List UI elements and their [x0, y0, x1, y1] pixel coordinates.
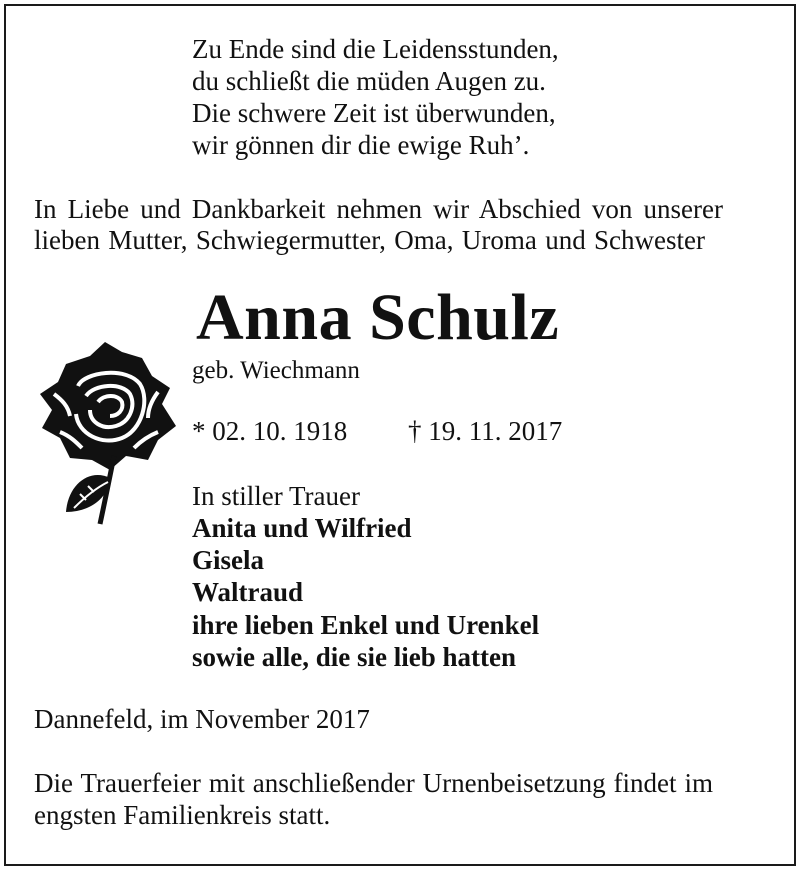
mourner-name: sowie alle, die sie lieb hatten: [192, 642, 516, 672]
mourner-name: Waltraud: [192, 577, 304, 607]
poem: [192, 33, 559, 161]
intro-line-1: In Liebe und Dankbarkeit nehmen wir Abschied von unserer: [34, 194, 724, 224]
mourning-heading: In stiller Trauer: [192, 481, 360, 511]
deceased-name: Anna Schulz: [196, 281, 560, 354]
mourner-name: ihre lieben Enkel und Urenkel: [192, 610, 540, 640]
life-dates: [192, 415, 562, 447]
poem-line: Zu Ende sind die Leidensstunden,: [192, 34, 559, 64]
birth-date: * 02. 10. 1918: [192, 416, 348, 446]
funeral-line-2: engsten Familienkreis statt.: [34, 800, 331, 830]
mourner-name: Gisela: [192, 545, 264, 575]
poem-line: Die schwere Zeit ist überwunden,: [192, 98, 556, 128]
poem-line: wir gönnen dir die ewige Ruh’.: [192, 130, 530, 160]
intro-line-2: lieben Mutter, Schwiegermutter, Oma, Uroma und Schwester: [34, 225, 706, 255]
death-date: † 19. 11. 2017: [408, 416, 563, 446]
funeral-line-1: Die Trauerfeier mit anschließender Urnenbeisetzung findet im: [34, 768, 713, 798]
poem-line: du schließt die müden Augen zu.: [192, 66, 546, 96]
mourner-name: Anita und Wilfried: [192, 513, 412, 543]
rose-icon: [30, 336, 182, 526]
place-date: Dannefeld, im November 2017: [34, 704, 370, 734]
birth-name: geb. Wiechmann: [192, 357, 360, 384]
